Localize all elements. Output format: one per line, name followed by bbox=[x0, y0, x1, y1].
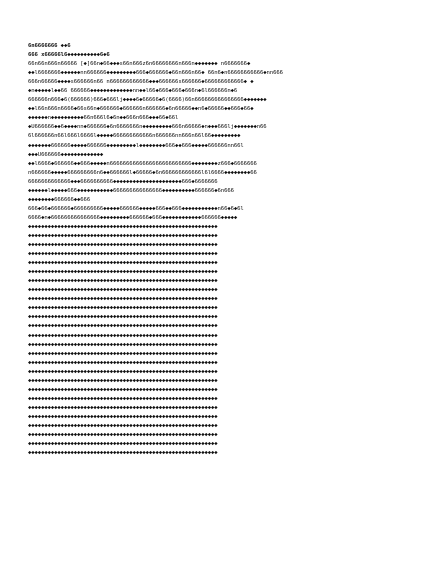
text-line: ◆◆◆◆◆◆◆◆◆◆◆◆◆◆◆◆◆◆◆◆◆◆◆◆◆◆◆◆◆◆◆◆◆◆◆◆◆◆◆◆◆◆◆◆◆◆◆◆◆◆◆◆◆◆◆◆◆◆ bbox=[28, 404, 218, 411]
text-line: ◆◆◆◆◆◆◆◆◆◆◆◆◆◆◆◆◆◆◆◆◆◆◆◆◆◆◆◆◆◆◆◆◆◆◆◆◆◆◆◆◆◆◆◆◆◆◆◆◆◆◆◆◆◆◆◆◆◆ bbox=[28, 287, 218, 294]
text-line: ◆◆l6666666◆◆◆◆◆◆nn666666◆◆◆◆◆◆◆◆◆666◆666666◆66n666n66◆ 66n6◆n66666666666◆nn666 bbox=[28, 70, 283, 77]
text-line: 66n66n666n66666 [◆]66n◆66◆◆◆s66n666z6n66666666n666n◆◆◆◆◆◆◆ n6666666◆ bbox=[28, 61, 251, 68]
text-line: ◆◆◆◆◆◆◆◆◆◆◆◆◆◆◆◆◆◆◆◆◆◆◆◆◆◆◆◆◆◆◆◆◆◆◆◆◆◆◆◆◆◆◆◆◆◆◆◆◆◆◆◆◆◆◆◆◆◆ bbox=[28, 251, 218, 258]
text-line: 666666n666◆6(666666)666◆666lj◆◆◆◆6◆66666◆6(6666)66n666666666666666◆◆◆◆◆◆◆ bbox=[28, 97, 267, 104]
text-line: ◆◆◆◆◆◆◆◆◆◆◆◆◆◆◆◆◆◆◆◆◆◆◆◆◆◆◆◆◆◆◆◆◆◆◆◆◆◆◆◆◆◆◆◆◆◆◆◆◆◆◆◆◆◆◆◆◆◆ bbox=[28, 350, 218, 357]
text-line: ◆◆◆◆◆◆◆◆◆◆◆◆◆◆◆◆◆◆◆◆◆◆◆◆◆◆◆◆◆◆◆◆◆◆◆◆◆◆◆◆◆◆◆◆◆◆◆◆◆◆◆◆◆◆◆◆◆◆ bbox=[28, 422, 218, 429]
text-line: ◆◆◆◆◆◆◆◆◆◆◆◆◆◆◆◆◆◆◆◆◆◆◆◆◆◆◆◆◆◆◆◆◆◆◆◆◆◆◆◆◆◆◆◆◆◆◆◆◆◆◆◆◆◆◆◆◆◆ bbox=[28, 341, 218, 348]
text-line: ◆◆◆◆◆◆◆◆◆◆◆◆◆◆◆◆◆◆◆◆◆◆◆◆◆◆◆◆◆◆◆◆◆◆◆◆◆◆◆◆◆◆◆◆◆◆◆◆◆◆◆◆◆◆◆◆◆◆ bbox=[28, 260, 218, 267]
text-line: ◆◆◆◆◆◆◆◆666666◆◆666 bbox=[28, 196, 91, 203]
text-line: ◆◆◆◆◆◆◆◆◆◆◆◆◆◆◆◆◆◆◆◆◆◆◆◆◆◆◆◆◆◆◆◆◆◆◆◆◆◆◆◆◆◆◆◆◆◆◆◆◆◆◆◆◆◆◆◆◆◆ bbox=[28, 441, 218, 448]
text-line: ◆◆l66n666n6666◆66s66n◆666666◆666666n666666◆6n66666◆◆n6◆66666◆◆666◆66◆ bbox=[28, 106, 254, 113]
text-line: ◆◆◆◆◆◆◆◆◆◆◆◆◆◆◆◆◆◆◆◆◆◆◆◆◆◆◆◆◆◆◆◆◆◆◆◆◆◆◆◆◆◆◆◆◆◆◆◆◆◆◆◆◆◆◆◆◆◆ bbox=[28, 323, 218, 330]
text-line: ◆◆◆◆◆◆n◆◆◆◆◆◆◆◆◆◆66n666l6◆6n◆◆666n666◆◆◆66◆66l bbox=[28, 115, 179, 122]
text-line: ◆◆◆◆◆◆◆◆◆◆◆◆◆◆◆◆◆◆◆◆◆◆◆◆◆◆◆◆◆◆◆◆◆◆◆◆◆◆◆◆◆◆◆◆◆◆◆◆◆◆◆◆◆◆◆◆◆◆ bbox=[28, 232, 218, 239]
text-line: ◆◆◆◆◆◆◆◆◆◆◆◆◆◆◆◆◆◆◆◆◆◆◆◆◆◆◆◆◆◆◆◆◆◆◆◆◆◆◆◆◆◆◆◆◆◆◆◆◆◆◆◆◆◆◆◆◆◆ bbox=[28, 296, 218, 303]
text-line: ◆◆◆◆◆◆◆◆◆◆◆◆◆◆◆◆◆◆◆◆◆◆◆◆◆◆◆◆◆◆◆◆◆◆◆◆◆◆◆◆◆◆◆◆◆◆◆◆◆◆◆◆◆◆◆◆◆◆ bbox=[28, 305, 218, 312]
text-line: ◆◆◆◆◆◆◆◆◆◆◆◆◆◆◆◆◆◆◆◆◆◆◆◆◆◆◆◆◆◆◆◆◆◆◆◆◆◆◆◆◆◆◆◆◆◆◆◆◆◆◆◆◆◆◆◆◆◆ bbox=[28, 332, 218, 339]
text-line: ◆◆◆◆◆◆◆◆◆◆◆◆◆◆◆◆◆◆◆◆◆◆◆◆◆◆◆◆◆◆◆◆◆◆◆◆◆◆◆◆◆◆◆◆◆◆◆◆◆◆◆◆◆◆◆◆◆◆ bbox=[28, 314, 218, 321]
text-line: 666 x66666l6◆◆◆◆◆◆◆◆◆◆6◆6 bbox=[28, 52, 110, 59]
text-line: ◆◆◆◆◆◆◆◆◆◆◆◆◆◆◆◆◆◆◆◆◆◆◆◆◆◆◆◆◆◆◆◆◆◆◆◆◆◆◆◆◆◆◆◆◆◆◆◆◆◆◆◆◆◆◆◆◆◆ bbox=[28, 278, 218, 285]
text-line: n666666◆◆◆◆◆666666666n6◆◆666666l◆66666◆6n666666666666l6l6666◆◆◆◆◆◆◆◆66 bbox=[28, 169, 257, 176]
text-line: ◆◆◆◆◆◆◆◆◆◆◆◆◆◆◆◆◆◆◆◆◆◆◆◆◆◆◆◆◆◆◆◆◆◆◆◆◆◆◆◆◆◆◆◆◆◆◆◆◆◆◆◆◆◆◆◆◆◆ bbox=[28, 395, 218, 402]
text-line: ◆U666666◆◆6◆◆◆◆nn◆666666◆6n6666666n◆◆◆◆◆◆◆◆◆666n66666◆n◆◆◆666lj◆◆◆◆◆◆◆n66 bbox=[28, 124, 267, 131]
text-line: 666◆66◆666666◆666666666◆◆◆◆◆666666◆◆◆◆◆666◆◆666◆◆◆◆◆◆◆◆◆◆◆n66◆6◆6l bbox=[28, 205, 244, 212]
text-line: ◆◆◆U666666◆◆◆◆◆◆◆◆◆◆◆◆◆ bbox=[28, 151, 104, 158]
text-line: ◆◆◆◆◆◆◆◆◆◆◆◆◆◆◆◆◆◆◆◆◆◆◆◆◆◆◆◆◆◆◆◆◆◆◆◆◆◆◆◆◆◆◆◆◆◆◆◆◆◆◆◆◆◆◆◆◆◆ bbox=[28, 223, 218, 230]
text-line: 6666◆n◆666666666666666◆◆◆◆◆◆◆◆◆666666◆666◆◆◆◆◆◆◆◆◆◆◆◆666666◆◆◆◆◆ bbox=[28, 214, 238, 221]
text-line: ◆◆◆◆◆◆◆◆◆◆◆◆◆◆◆◆◆◆◆◆◆◆◆◆◆◆◆◆◆◆◆◆◆◆◆◆◆◆◆◆◆◆◆◆◆◆◆◆◆◆◆◆◆◆◆◆◆◆ bbox=[28, 269, 218, 276]
text-line: ◆◆◆◆◆◆◆◆◆◆◆◆◆◆◆◆◆◆◆◆◆◆◆◆◆◆◆◆◆◆◆◆◆◆◆◆◆◆◆◆◆◆◆◆◆◆◆◆◆◆◆◆◆◆◆◆◆◆ bbox=[28, 386, 218, 393]
text-line: ◆◆◆◆◆◆◆◆◆◆◆◆◆◆◆◆◆◆◆◆◆◆◆◆◆◆◆◆◆◆◆◆◆◆◆◆◆◆◆◆◆◆◆◆◆◆◆◆◆◆◆◆◆◆◆◆◆◆ bbox=[28, 377, 218, 384]
text-line: ◆◆◆◆◆◆◆◆◆◆◆◆◆◆◆◆◆◆◆◆◆◆◆◆◆◆◆◆◆◆◆◆◆◆◆◆◆◆◆◆◆◆◆◆◆◆◆◆◆◆◆◆◆◆◆◆◆◆ bbox=[28, 432, 218, 439]
document-body bbox=[28, 42, 424, 458]
text-line: ◆◆◆◆◆◆◆◆◆◆◆◆◆◆◆◆◆◆◆◆◆◆◆◆◆◆◆◆◆◆◆◆◆◆◆◆◆◆◆◆◆◆◆◆◆◆◆◆◆◆◆◆◆◆◆◆◆◆ bbox=[28, 242, 218, 249]
text-line: 666n66666◆◆◆◆s666666n66 n666666666666◆◆◆666666s666666◆666666666666◆ ◆ bbox=[28, 79, 254, 86]
text-line: ◆◆◆◆◆◆◆666666◆◆◆◆◆666666◆◆◆◆◆◆◆◆◆l◆◆◆◆◆◆◆◆666◆◆666◆◆◆◆◆666666nn66l bbox=[28, 142, 244, 149]
text-line: ◆n◆◆◆◆◆l◆◆66 666666◆◆◆◆◆◆◆◆◆◆◆◆◆nn◆◆l66◆666◆666◆666n◆6l666666n◆6 bbox=[28, 88, 238, 95]
text-line: 6l666666n66l666l6666l◆◆◆◆◆666666666666n666666nn666n66l66◆◆◆◆◆◆◆◆◆ bbox=[28, 133, 241, 140]
text-line: ◆◆◆◆◆◆◆◆◆◆◆◆◆◆◆◆◆◆◆◆◆◆◆◆◆◆◆◆◆◆◆◆◆◆◆◆◆◆◆◆◆◆◆◆◆◆◆◆◆◆◆◆◆◆◆◆◆◆ bbox=[28, 450, 218, 457]
text-line: ◆◆◆◆◆◆◆◆◆◆◆◆◆◆◆◆◆◆◆◆◆◆◆◆◆◆◆◆◆◆◆◆◆◆◆◆◆◆◆◆◆◆◆◆◆◆◆◆◆◆◆◆◆◆◆◆◆◆ bbox=[28, 359, 218, 366]
text-line: ◆◆l6666◆666666◆◆666◆◆◆◆◆n6666666666666666666666666◆◆◆◆◆◆◆◆z666◆6666666 bbox=[28, 160, 257, 167]
text-line: ◆◆◆◆◆◆l◆◆◆◆◆666◆◆◆◆◆◆◆◆◆◆◆666666666666666◆◆◆◆◆◆◆◆◆◆666666◆6n666 bbox=[28, 187, 234, 194]
text-line: 6n6666666 ◆◆6 bbox=[28, 43, 71, 49]
text-line: ◆◆◆◆◆◆◆◆◆◆◆◆◆◆◆◆◆◆◆◆◆◆◆◆◆◆◆◆◆◆◆◆◆◆◆◆◆◆◆◆◆◆◆◆◆◆◆◆◆◆◆◆◆◆◆◆◆◆ bbox=[28, 368, 218, 375]
text-line: 6666666666666◆◆◆6666666666◆◆◆◆◆◆◆◆◆◆◆◆◆◆◆◆◆◆◆◆◆666◆6666666 bbox=[28, 178, 218, 185]
text-line: ◆◆◆◆◆◆◆◆◆◆◆◆◆◆◆◆◆◆◆◆◆◆◆◆◆◆◆◆◆◆◆◆◆◆◆◆◆◆◆◆◆◆◆◆◆◆◆◆◆◆◆◆◆◆◆◆◆◆ bbox=[28, 413, 218, 420]
